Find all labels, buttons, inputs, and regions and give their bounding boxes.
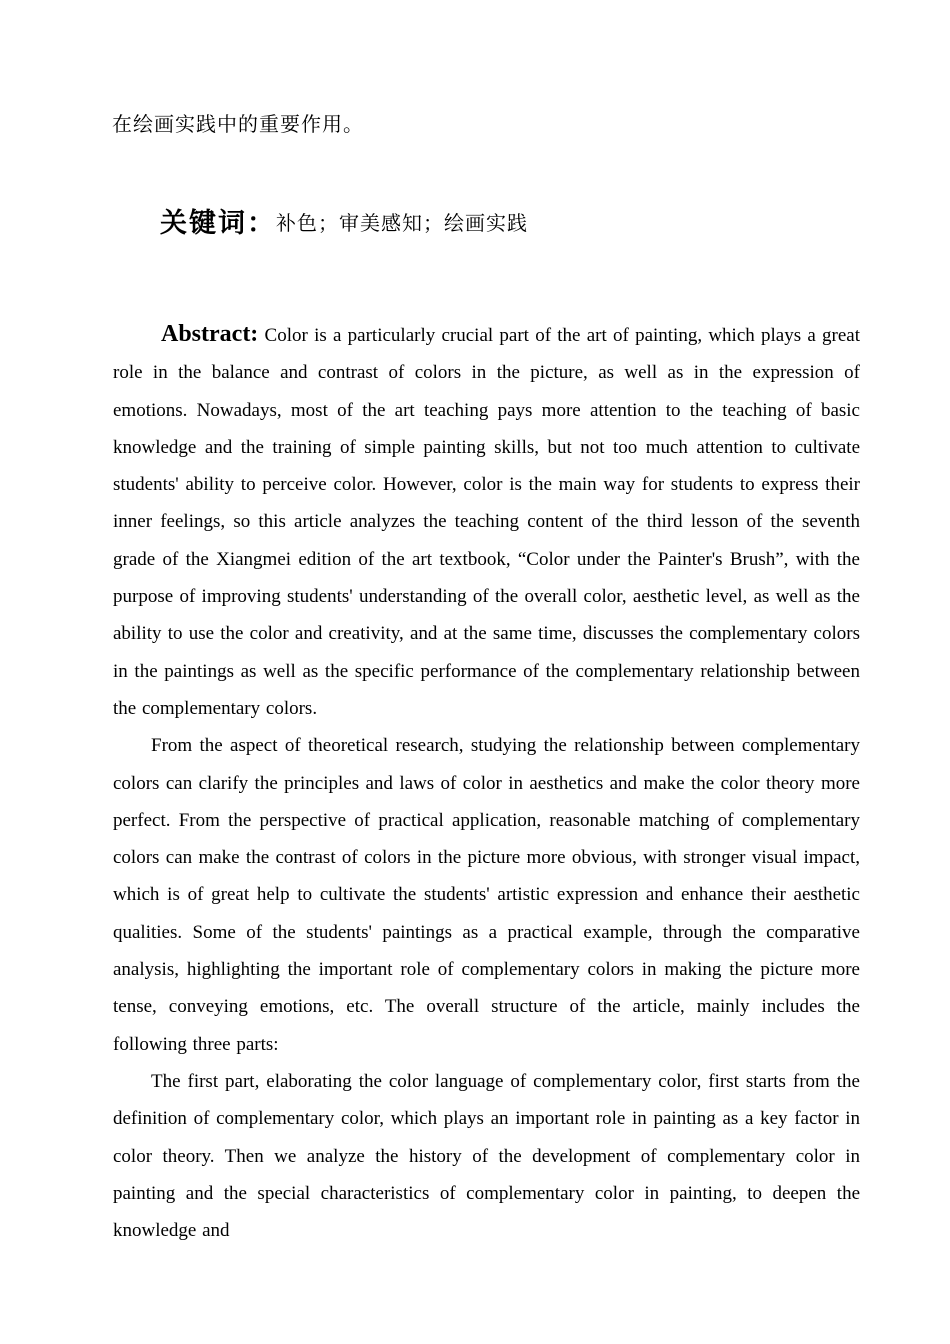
keywords-value: 补色；审美感知；绘画实践 xyxy=(276,213,528,235)
abstract-paragraph-1-text: Color is a particularly crucial part of the art of painting, which plays a great role in the balance and contrast of colors in the picture, as well as in the expression of emotions. Nowadays, most of the art teaching pays more attention to the teaching of basic knowledge and the training of simple painting skills, but not too much attention to cultivate students' ability to perceive color. However, color is the main way for students to express their inner feelings, so this article analyzes the teaching content of the third lesson of the seventh grade of the Xiangmei edition of the art textbook, “Color under the Painter's Brush”, with the purpose of improving students' understanding of the overall color, aesthetic level, as well as the ability to use the color and creativity, and at the same time, discusses the complementary colors in the paintings as well as the specific performance of the complementary relationship between the complementary colors. xyxy=(113,325,860,719)
abstract-paragraph-1 xyxy=(113,317,860,727)
abstract-section xyxy=(113,317,860,1249)
abstract-label: Abstract: xyxy=(161,321,259,347)
abstract-paragraph-3: The first part, elaborating the color language of complementary color, first starts from the definition of complementary color, which plays an important role in painting as a key factor in color theory. Then we analyze the history of the development of complementary color in painting and the special characteristics of complementary color in painting, to deepen the knowledge and xyxy=(113,1070,860,1242)
intro-line: 在绘画实践中的重要作用。 xyxy=(112,114,364,136)
keywords-line xyxy=(160,201,528,240)
abstract-paragraph-2: From the aspect of theoretical research, studying the relationship between complementary colors can clarify the principles and laws of color in aesthetics and make the color theory more perfect. From the perspective of practical application, reasonable matching of complementary colors can make the contrast of colors in the picture more obvious, with stronger visual impact, which is of great help to cultivate the students' artistic expression and enhance their aesthetic qualities. Some of the students' paintings as a practical example, through the comparative analysis, highlighting the important role of complementary colors in making the picture more tense, conveying emotions, etc. The overall structure of the article, mainly includes the following three parts: xyxy=(113,735,860,1055)
keywords-label: 关键词： xyxy=(160,208,276,238)
